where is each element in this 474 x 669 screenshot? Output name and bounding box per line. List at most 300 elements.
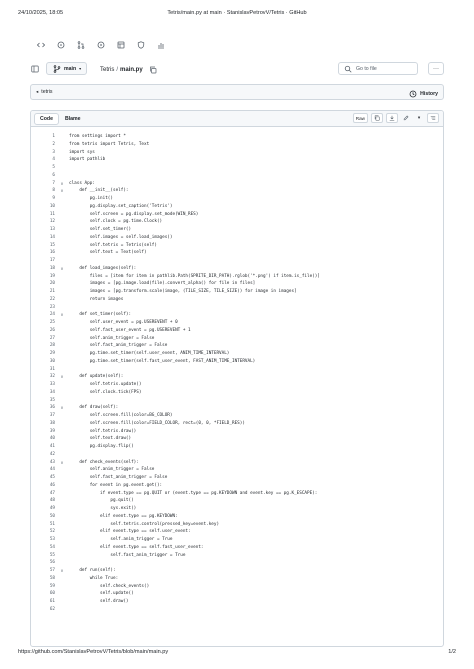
code-text: self.screen.fill(color=FIELD_COLOR, rect=(0, 0, *FIELD_RES)) (69, 420, 245, 426)
line-number[interactable]: 10 (49, 203, 55, 209)
code-line (31, 466, 443, 474)
fold-chevron-icon (57, 552, 67, 560)
code-text: self.fast_anim_trigger = True (69, 552, 186, 558)
fold-chevron-icon[interactable]: v (60, 459, 64, 465)
code-line (31, 544, 443, 552)
fold-chevron-icon (57, 575, 67, 583)
issues-icon[interactable] (56, 40, 65, 49)
breadcrumb-repo[interactable]: Tetris (100, 66, 115, 73)
code-line (31, 280, 443, 288)
fold-chevron-icon (57, 218, 67, 226)
code-line (31, 265, 443, 273)
code-text: import pathlib (69, 157, 106, 163)
line-number[interactable]: 1 (52, 134, 55, 139)
line-number[interactable]: 40 (49, 436, 55, 442)
line-number[interactable]: 16 (49, 250, 55, 256)
code-text: def set_timer(self): (69, 312, 132, 318)
code-text: elif event.type == self.user_event: (69, 529, 191, 535)
code-line (31, 257, 443, 265)
insights-icon[interactable] (156, 40, 165, 49)
code-line (31, 249, 443, 257)
code-line (31, 226, 443, 234)
code-text (67, 606, 69, 614)
print-page-number: 1/2 (448, 649, 456, 655)
history-icon (408, 89, 417, 98)
line-number[interactable]: 50 (49, 513, 55, 519)
code-line (31, 474, 443, 482)
code-line (31, 528, 443, 536)
code-line (31, 366, 443, 374)
code-text: self.tetris = Tetris(self) (69, 242, 157, 248)
fold-chevron-icon (57, 342, 67, 350)
line-number[interactable]: 55 (49, 552, 55, 558)
line-number[interactable]: 8 (52, 188, 55, 194)
line-number[interactable]: 23 (49, 304, 55, 310)
line-number[interactable]: 37 (49, 413, 55, 418)
line-number[interactable]: 34 (49, 389, 55, 395)
code-text: images = [pg.transform.scale(image, (TILE_SIZE, TILE_SIZE)) for image in images] (69, 289, 297, 294)
code-line (31, 141, 443, 149)
line-number[interactable]: 49 (49, 506, 55, 511)
line-number[interactable]: 20 (49, 281, 55, 287)
code-line (31, 606, 443, 614)
security-icon[interactable] (136, 40, 145, 49)
breadcrumb-separator: / (116, 66, 119, 73)
code-text (67, 397, 69, 405)
fold-chevron-icon[interactable]: v (60, 188, 64, 194)
code-text: pg.quit() (69, 498, 134, 504)
fold-chevron-icon (57, 528, 67, 536)
fold-chevron-icon (57, 497, 67, 505)
print-footer (18, 649, 456, 659)
code-text: self.check_events() (69, 583, 150, 589)
fold-chevron-icon (57, 203, 67, 211)
code-text (67, 164, 69, 172)
fold-chevron-icon (57, 482, 67, 490)
pull-request-icon[interactable] (76, 40, 85, 49)
tab-blame[interactable]: Blame (64, 116, 81, 122)
copy-path-icon[interactable] (149, 65, 158, 74)
back-folder-label: tetris (41, 89, 53, 95)
file-bar (30, 62, 444, 76)
code-line (31, 164, 443, 172)
line-number[interactable]: 35 (49, 397, 55, 403)
fold-chevron-icon (57, 505, 67, 513)
code-line (31, 482, 443, 490)
back-to-folder-link[interactable] (36, 89, 53, 95)
code-text: elif event.type == self.fast_user_event: (69, 544, 204, 550)
code-text: import sys (69, 149, 95, 155)
line-number[interactable]: 59 (49, 583, 55, 589)
line-number[interactable]: 57 (49, 568, 55, 573)
fold-chevron-icon (57, 141, 67, 149)
fold-chevron-icon (57, 304, 67, 312)
line-number[interactable]: 6 (52, 172, 55, 178)
history-label: History (420, 90, 438, 97)
download-icon (389, 115, 395, 121)
line-number[interactable]: 9 (52, 196, 55, 201)
line-number[interactable]: 27 (49, 335, 55, 341)
fold-chevron-icon (57, 149, 67, 157)
line-number[interactable]: 30 (49, 358, 55, 364)
fold-chevron-icon (57, 226, 67, 234)
code-text: self.update() (69, 591, 134, 597)
fold-chevron-icon (57, 327, 67, 335)
line-number[interactable]: 26 (49, 327, 55, 333)
code-line (31, 172, 443, 180)
code-text: self.tetris.draw() (69, 428, 137, 434)
fold-chevron-icon (57, 211, 67, 219)
code-line (31, 218, 443, 226)
line-number[interactable]: 36 (49, 405, 55, 411)
fold-chevron-icon (57, 273, 67, 281)
branch-selector[interactable] (46, 62, 87, 75)
fold-chevron-icon (57, 280, 67, 288)
code-text: self.user_event = pg.USEREVENT + 0 (69, 320, 178, 325)
line-number[interactable]: 17 (49, 258, 55, 263)
line-number[interactable]: 38 (49, 420, 55, 426)
fold-chevron-icon (57, 420, 67, 428)
fold-chevron-icon (57, 513, 67, 521)
code-text: images = [pg.image.load(file).convert_alpha() for file in files] (69, 281, 256, 287)
code-line (31, 451, 443, 459)
code-tools (353, 113, 439, 123)
code-line (31, 133, 443, 141)
fold-chevron-icon (57, 559, 67, 567)
line-number[interactable]: 46 (49, 482, 55, 488)
code-line (31, 304, 443, 312)
code-text: def __init__(self): (69, 188, 129, 194)
fold-chevron-icon (57, 164, 67, 172)
print-header (18, 10, 456, 20)
code-text: elif event.type == pg.KEYDOWN: (69, 513, 178, 519)
code-line (31, 381, 443, 389)
fold-chevron-icon[interactable]: v (60, 568, 64, 573)
line-number[interactable]: 14 (49, 234, 55, 240)
code-text: self.text = Text(self) (69, 250, 147, 256)
copy-raw-button[interactable] (371, 113, 383, 123)
fold-chevron-icon (57, 242, 67, 250)
code-text: return images (69, 296, 124, 302)
tab-code[interactable]: Code (34, 113, 59, 125)
line-number[interactable]: 4 (52, 157, 55, 163)
fold-chevron-icon[interactable]: v (60, 265, 64, 271)
code-line (31, 428, 443, 436)
fold-chevron-icon (57, 490, 67, 498)
line-number[interactable]: 2 (52, 141, 55, 147)
code-text: self.clock.tick(FPS) (69, 389, 142, 395)
code-text: pg.time.set_timer(self.user_event, ANIM_TIME_INTERVAL) (69, 351, 230, 356)
line-number[interactable]: 7 (52, 180, 55, 186)
line-number[interactable]: 39 (49, 428, 55, 434)
chevron-down-icon: ▾ (79, 66, 82, 71)
fold-chevron-icon (57, 257, 67, 265)
fold-chevron-icon (57, 397, 67, 405)
line-number[interactable]: 51 (49, 521, 55, 527)
fold-chevron-icon (57, 474, 67, 482)
code-line (31, 521, 443, 529)
repo-nav-icons (36, 40, 165, 49)
code-text: def run(self): (69, 568, 116, 573)
code-text: self.clock = pg.time.Clock() (69, 219, 163, 225)
code-text: files = [item for item in pathlib.Path(SPRITE_DIR_PATH).rglob('*.png') if item.is_file()] (69, 273, 320, 279)
code-line (31, 575, 443, 583)
code-text: self.anim_trigger = True (69, 537, 173, 542)
line-number[interactable]: 47 (49, 490, 55, 496)
code-line (31, 583, 443, 591)
file-header-bar (30, 84, 444, 100)
code-text (67, 257, 69, 265)
line-number[interactable]: 62 (49, 606, 55, 612)
download-button[interactable] (386, 113, 398, 123)
line-number[interactable]: 31 (49, 366, 55, 372)
fold-chevron-icon (57, 288, 67, 296)
code-line (31, 536, 443, 544)
code-text: def update(self): (69, 374, 124, 380)
line-number[interactable]: 28 (49, 343, 55, 349)
code-line (31, 350, 443, 358)
code-line (31, 552, 443, 560)
search-icon (343, 64, 352, 73)
line-number[interactable]: 56 (49, 560, 55, 566)
code-line (31, 435, 443, 443)
line-number[interactable]: 13 (49, 227, 55, 232)
code-line (31, 195, 443, 203)
line-number[interactable]: 19 (49, 273, 55, 279)
code-line (31, 288, 443, 296)
code-text: while True: (69, 575, 119, 581)
fold-chevron-icon (57, 598, 67, 606)
code-text: self.tetris.control(pressed_key=event.key) (69, 521, 220, 527)
fold-chevron-icon (57, 583, 67, 591)
edit-button[interactable] (401, 113, 411, 123)
code-line (31, 505, 443, 513)
code-text: self.tetris.update() (69, 382, 142, 387)
code-text: def draw(self): (69, 405, 119, 411)
code-line (31, 358, 443, 366)
edit-dropdown-button[interactable] (414, 113, 424, 123)
code-icon[interactable] (36, 40, 45, 49)
code-text (67, 172, 69, 180)
code-line (31, 443, 443, 451)
line-number[interactable]: 61 (49, 599, 55, 604)
code-line (31, 203, 443, 211)
fold-chevron-icon (57, 606, 67, 614)
fold-chevron-icon[interactable]: v (60, 374, 64, 380)
code-line (31, 590, 443, 598)
code-line (31, 156, 443, 164)
line-number[interactable]: 43 (49, 459, 55, 465)
code-text: def load_images(self): (69, 265, 137, 271)
code-text (67, 451, 69, 459)
code-text: from settings import * (69, 134, 126, 139)
line-number[interactable]: 11 (49, 211, 55, 217)
fold-chevron-icon (57, 156, 67, 164)
more-options-button[interactable]: ··· (428, 62, 444, 75)
code-text: self.screen = pg.display.set_mode(WIN_RES) (69, 211, 199, 217)
code-line (31, 296, 443, 304)
code-viewer-header (31, 111, 443, 127)
code-line (31, 319, 443, 327)
code-text: pg.init() (69, 196, 113, 201)
pencil-icon (403, 115, 409, 121)
code-text: self.screen.fill(color=BG_COLOR) (69, 413, 173, 418)
line-number[interactable]: 60 (49, 591, 55, 597)
fold-chevron-icon (57, 195, 67, 203)
breadcrumb (100, 65, 158, 74)
code-line (31, 497, 443, 505)
print-title: Tetris/main.py at main · StanislavPetrovV/Tetris · GitHub (167, 10, 307, 16)
code-lines (31, 127, 443, 614)
line-number[interactable]: 18 (49, 265, 55, 271)
line-number[interactable]: 42 (49, 451, 55, 457)
code-line (31, 234, 443, 242)
line-number[interactable]: 21 (49, 289, 55, 294)
print-url: https://github.com/StanislavPetrovV/Tetris/blob/main/main.py (18, 649, 169, 655)
code-text: self.fast_anim_trigger = False (69, 475, 168, 480)
line-number[interactable]: 48 (49, 498, 55, 504)
code-text: self.fast_anim_trigger = False (69, 343, 168, 349)
fold-chevron-icon (57, 412, 67, 420)
code-line (31, 397, 443, 405)
code-text (67, 304, 69, 312)
code-text: self.set_timer() (69, 227, 132, 232)
line-number[interactable]: 58 (49, 575, 55, 581)
fold-chevron-icon (57, 296, 67, 304)
branch-icon (52, 64, 61, 73)
code-text: self.text.draw() (69, 436, 132, 442)
code-text: self.draw() (69, 599, 129, 604)
fold-chevron-icon (57, 466, 67, 474)
fold-chevron-icon (57, 428, 67, 436)
line-number[interactable]: 15 (49, 242, 55, 248)
fold-chevron-icon (57, 544, 67, 552)
fold-chevron-icon (57, 249, 67, 257)
arrow-left-icon: ◂ (36, 89, 39, 94)
fold-chevron-icon (57, 350, 67, 358)
code-line (31, 149, 443, 157)
line-number[interactable]: 45 (49, 475, 55, 480)
line-number[interactable]: 53 (49, 537, 55, 542)
line-number[interactable]: 5 (52, 165, 55, 170)
line-number[interactable]: 25 (49, 320, 55, 325)
fold-chevron-icon (57, 451, 67, 459)
fold-chevron-icon (57, 536, 67, 544)
go-to-file-input[interactable] (338, 62, 418, 75)
fold-chevron-icon[interactable]: v (60, 312, 64, 318)
code-line (31, 389, 443, 397)
code-text: def check_events(self): (69, 459, 139, 465)
fold-chevron-icon (57, 335, 67, 343)
code-text (67, 366, 69, 374)
code-text: for event in pg.event.get(): (69, 482, 163, 488)
code-line (31, 404, 443, 412)
print-datetime: 24/10/2025, 18:05 (18, 10, 64, 16)
code-line (31, 242, 443, 250)
code-line (31, 211, 443, 219)
fold-chevron-icon (57, 172, 67, 180)
line-number[interactable]: 29 (49, 351, 55, 356)
code-text: self.images = self.load_images() (69, 234, 173, 240)
code-line (31, 567, 443, 575)
fold-chevron-icon (57, 590, 67, 598)
code-line (31, 490, 443, 498)
line-number[interactable]: 54 (49, 544, 55, 550)
fold-chevron-icon[interactable]: v (60, 405, 64, 411)
raw-button[interactable]: Raw (353, 113, 368, 123)
code-line (31, 335, 443, 343)
line-number[interactable]: 41 (49, 444, 55, 449)
sidebar-toggle-icon[interactable] (30, 64, 40, 74)
branch-name: main (64, 65, 77, 72)
view-tabs (34, 113, 87, 125)
code-line (31, 459, 443, 467)
line-number[interactable]: 22 (49, 296, 55, 302)
line-number[interactable]: 52 (49, 529, 55, 535)
code-line (31, 598, 443, 606)
fold-chevron-icon (57, 133, 67, 141)
code-line (31, 180, 443, 188)
line-number[interactable]: 32 (49, 374, 55, 380)
code-text: pg.time.set_timer(self.fast_user_event, FAST_ANIM_TIME_INTERVAL) (69, 358, 256, 364)
code-text: if event.type == pg.QUIT or (event.type == pg.KEYDOWN and event.key == pg.K_ESCAPE): (69, 490, 318, 496)
fold-chevron-icon (57, 381, 67, 389)
code-text: self.anim_trigger = False (69, 335, 155, 341)
fold-chevron-icon (57, 234, 67, 242)
line-number[interactable]: 33 (49, 382, 55, 387)
code-text: from tetris import Tetris, Text (69, 141, 150, 147)
code-line (31, 513, 443, 521)
line-number[interactable]: 3 (52, 149, 55, 155)
code-viewer (30, 110, 444, 647)
code-text: class App: (69, 180, 95, 186)
code-line (31, 412, 443, 420)
chevron-down-icon: ▾ (417, 115, 421, 120)
history-button[interactable] (408, 89, 438, 98)
code-text (67, 559, 69, 567)
fold-chevron-icon (57, 366, 67, 374)
code-text: self.fast_user_event = pg.USEREVENT + 1 (69, 327, 191, 333)
code-text: pg.display.flip() (69, 444, 134, 449)
symbols-button[interactable] (427, 113, 439, 123)
line-number[interactable]: 24 (49, 312, 55, 318)
code-text: pg.display.set_caption('Tetris') (69, 203, 173, 209)
breadcrumb-file: main.py (120, 66, 143, 73)
code-line (31, 420, 443, 428)
code-line (31, 373, 443, 381)
fold-chevron-icon[interactable]: v (60, 180, 64, 186)
fold-chevron-icon (57, 358, 67, 366)
line-number[interactable]: 12 (49, 219, 55, 225)
line-number[interactable]: 44 (49, 467, 55, 473)
code-line (31, 311, 443, 319)
actions-icon[interactable] (96, 40, 105, 49)
symbols-icon (430, 115, 436, 121)
copy-icon (374, 115, 380, 121)
fold-chevron-icon (57, 435, 67, 443)
code-line (31, 187, 443, 195)
code-line (31, 559, 443, 567)
code-line (31, 342, 443, 350)
fold-chevron-icon (57, 521, 67, 529)
projects-icon[interactable] (116, 40, 125, 49)
code-line (31, 273, 443, 281)
go-to-file-placeholder: Go to file (356, 65, 377, 72)
code-text: self.anim_trigger = False (69, 467, 155, 473)
fold-chevron-icon (57, 319, 67, 327)
fold-chevron-icon (57, 389, 67, 397)
fold-chevron-icon (57, 443, 67, 451)
